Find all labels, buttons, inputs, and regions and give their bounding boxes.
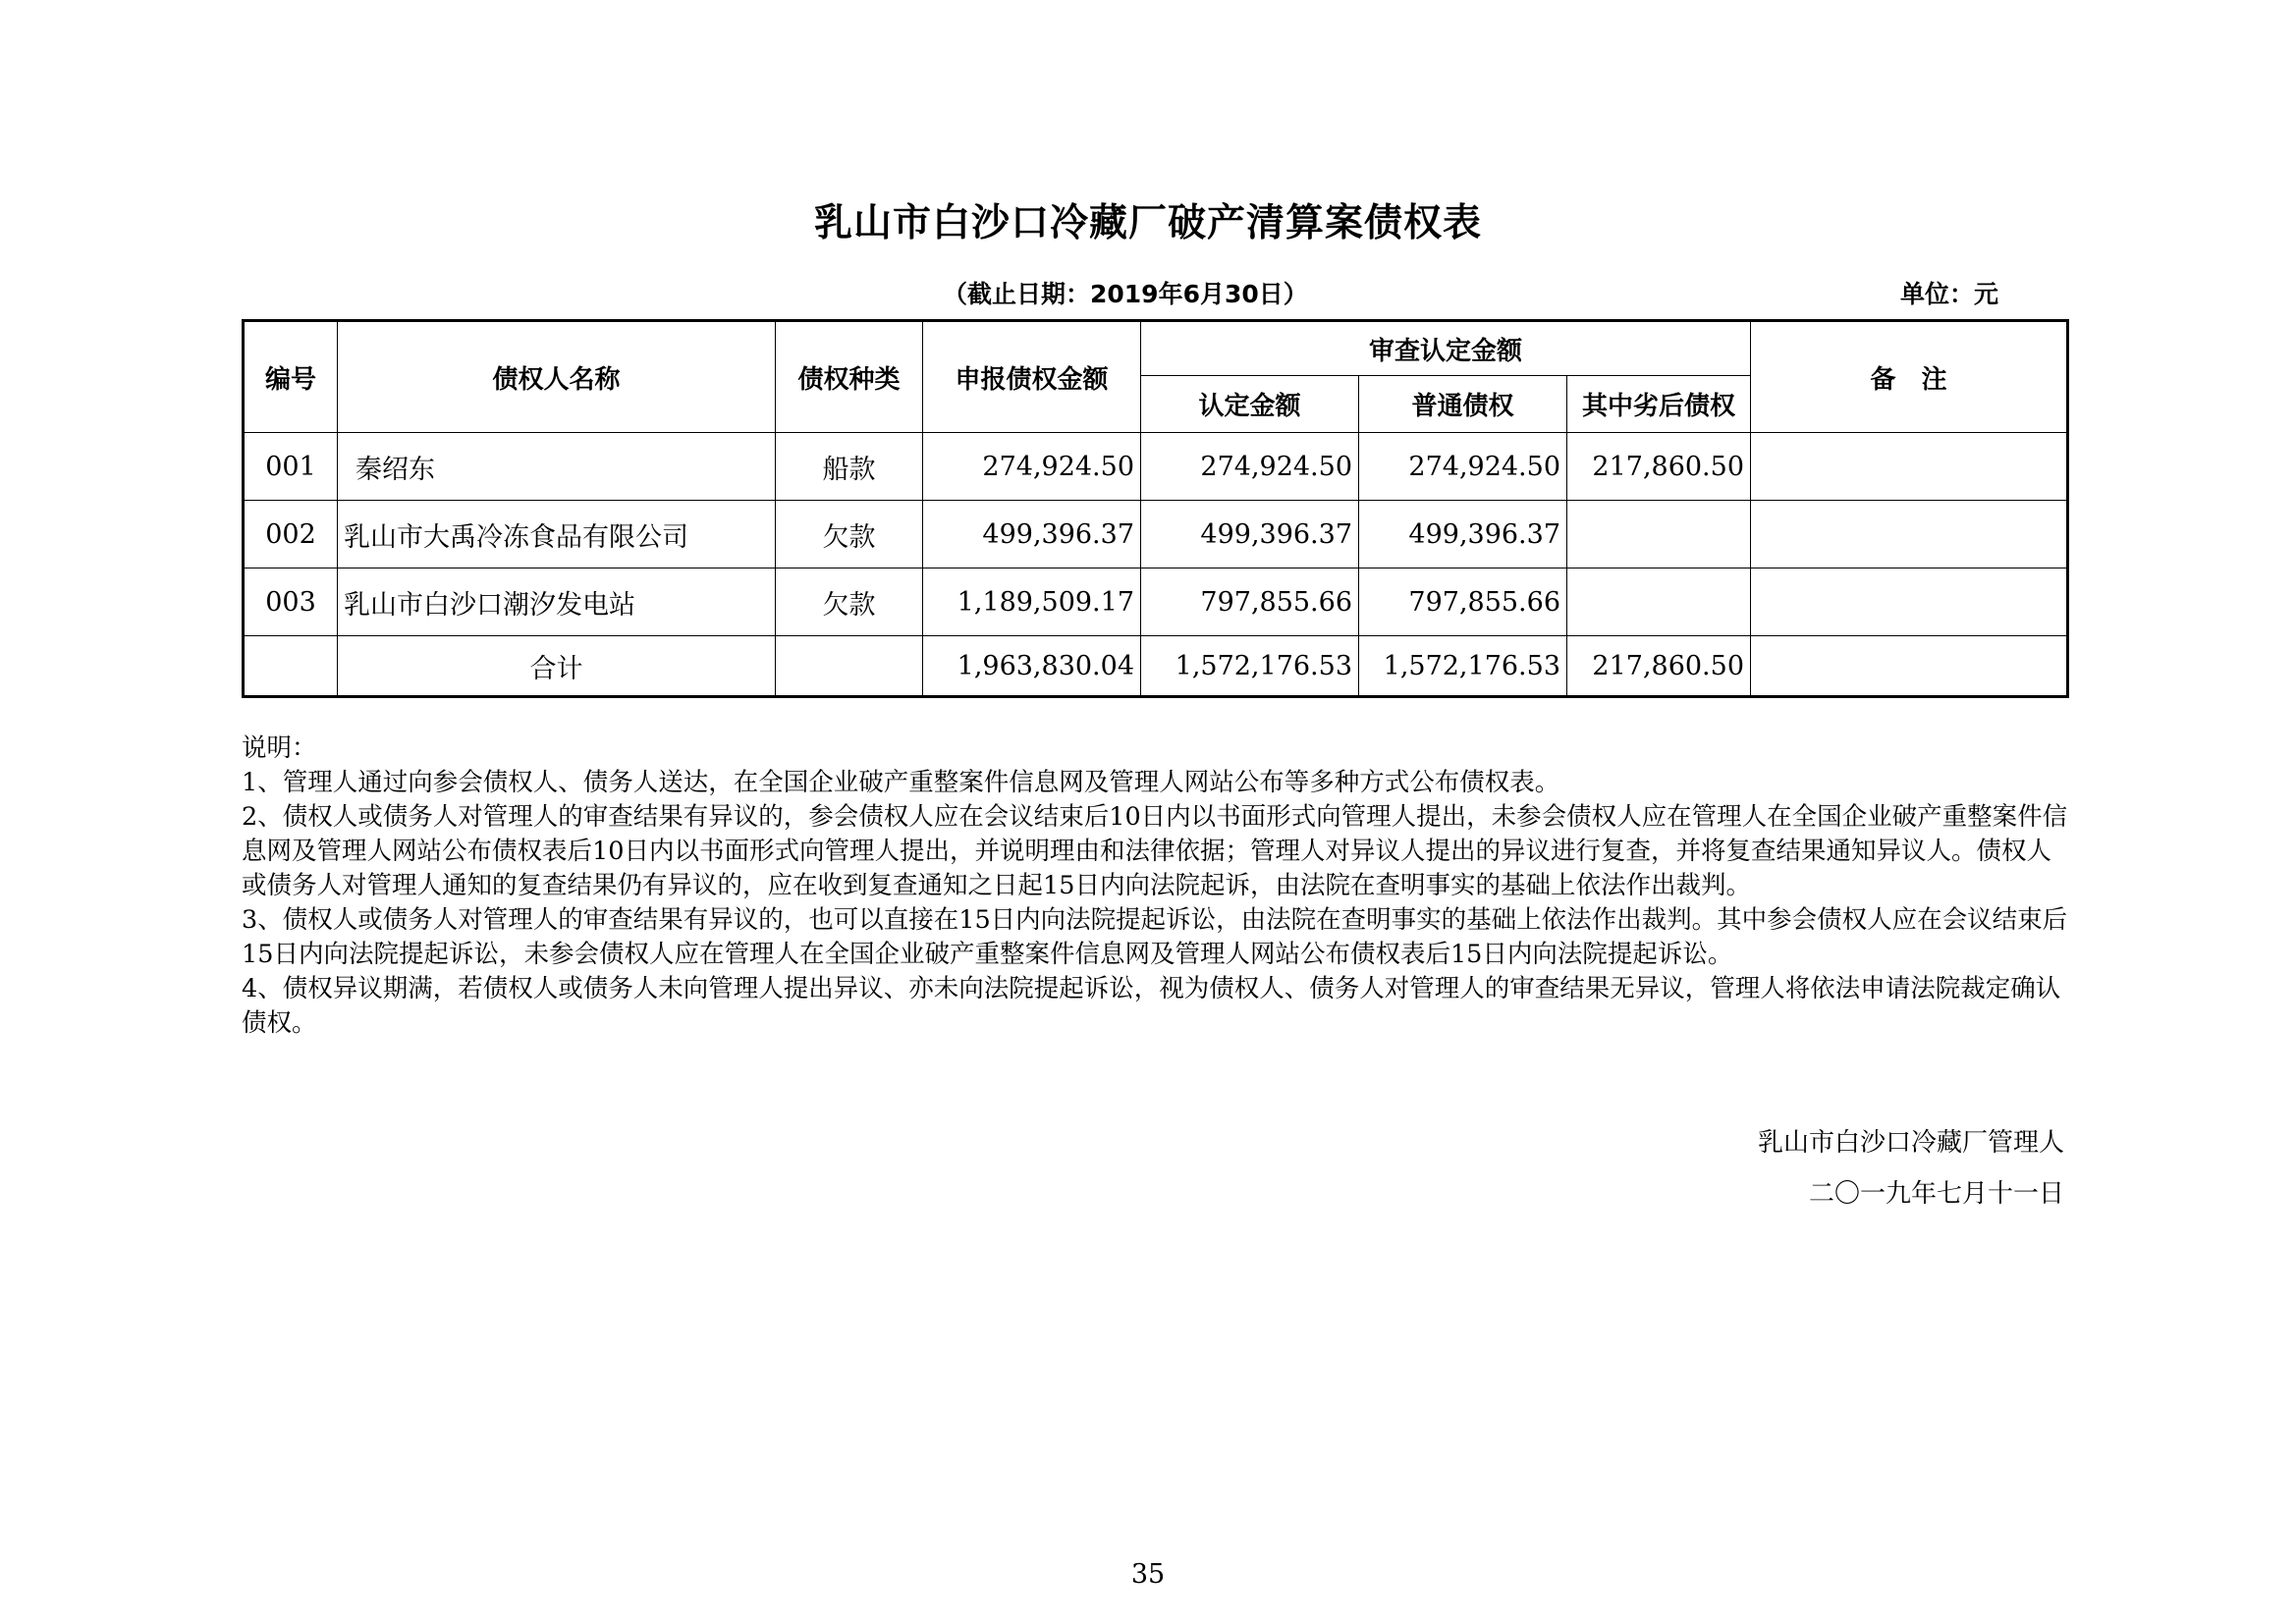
- cell-remarks: [1751, 433, 2068, 501]
- cell-ordinary-claim: 499,396.37: [1359, 501, 1567, 568]
- cell-number-empty: [244, 636, 338, 697]
- header-claim-type: 债权种类: [776, 321, 923, 433]
- cell-remarks: [1751, 568, 2068, 636]
- cell-claim-type: 欠款: [776, 501, 923, 568]
- cell-confirmed-amount: 274,924.50: [1141, 433, 1359, 501]
- header-review-group: 审查认定金额: [1141, 321, 1751, 376]
- currency-unit: 单位：元: [1900, 280, 1999, 308]
- notes-section: [242, 731, 2068, 1041]
- cell-confirmed-amount: 499,396.37: [1141, 501, 1359, 568]
- cell-creditor-name: 秦绍东: [338, 433, 776, 501]
- cell-ordinary-claim: 274,924.50: [1359, 433, 1567, 501]
- document-title: 乳山市白沙口冷藏厂破产清算案债权表: [813, 201, 1482, 245]
- total-confirmed-amount: 1,572,176.53: [1141, 636, 1359, 697]
- header-subordinated-claim: 其中劣后债权: [1567, 376, 1751, 433]
- cell-subordinated-claim: [1567, 568, 1751, 636]
- cell-creditor-name: 乳山市大禹冷冻食品有限公司: [338, 501, 776, 568]
- cell-creditor-name: 乳山市白沙口潮汐发电站: [338, 568, 776, 636]
- claims-table: [242, 319, 2069, 698]
- signature-date: 二〇一九年七月十一日: [1808, 1179, 2064, 1209]
- note-item: 2、债权人或债务人对管理人的审查结果有异议的，参会债权人应在会议结束后10日内以书面形式向管理人提出，未参会债权人应在管理人在全国企业破产重整案件信息网及管理人网站公布债权表后10日内以书面形式向管理人提出，并说明理由和法律依据；管理人对异议人提出的异议进行复查，并将复查结果通知异议人。债权人或债务人对管理人通知的复查结果仍有异议的，应在收到复查通知之日起15日内向法院起诉，由法院在查明事实的基础上依法作出裁判。: [242, 802, 2068, 900]
- cell-ordinary-claim: 797,855.66: [1359, 568, 1567, 636]
- signature-block: [1758, 1117, 2064, 1219]
- header-declared-amount: 申报债权金额: [923, 321, 1141, 433]
- cutoff-date: （截止日期：2019年6月30日）: [943, 280, 1308, 308]
- cell-confirmed-amount: 797,855.66: [1141, 568, 1359, 636]
- note-item: 4、债权异议期满，若债权人或债务人未向管理人提出异议、亦未向法院提起诉讼，视为债权人、债务人对管理人的审查结果无异议，管理人将依法申请法院裁定确认债权。: [242, 974, 2061, 1038]
- header-ordinary-claim: 普通债权: [1359, 376, 1567, 433]
- cell-remarks: [1751, 501, 2068, 568]
- cell-subordinated-claim: [1567, 501, 1751, 568]
- total-row: [244, 636, 2068, 697]
- table-row: [244, 433, 2068, 501]
- note-item: 1、管理人通过向参会债权人、债务人送达，在全国企业破产重整案件信息网及管理人网站公布等多种方式公布债权表。: [242, 768, 1560, 797]
- note-item: 3、债权人或债务人对管理人的审查结果有异议的，也可以直接在15日内向法院提起诉讼，由法院在查明事实的基础上依法作出裁判。其中参会债权人应在会议结束后15日内向法院提起诉讼，未参会债权人应在管理人在全国企业破产重整案件信息网及管理人网站公布债权表后15日内向法院提起诉讼。: [242, 905, 2068, 969]
- total-declared-amount: 1,963,830.04: [923, 636, 1141, 697]
- header-confirmed-amount: 认定金额: [1141, 376, 1359, 433]
- total-subordinated-claim: 217,860.50: [1567, 636, 1751, 697]
- cell-claim-type: 欠款: [776, 568, 923, 636]
- table-row: [244, 568, 2068, 636]
- cell-declared-amount: 274,924.50: [923, 433, 1141, 501]
- cell-subordinated-claim: 217,860.50: [1567, 433, 1751, 501]
- cell-claim-type-empty: [776, 636, 923, 697]
- cell-number: 003: [244, 568, 338, 636]
- total-label: 合计: [338, 636, 776, 697]
- cell-number: 001: [244, 433, 338, 501]
- page-number: 35: [1130, 1559, 1166, 1590]
- notes-heading: 说明：: [242, 733, 317, 763]
- signature-issuer: 乳山市白沙口冷藏厂管理人: [1757, 1128, 2064, 1158]
- header-number: 编号: [244, 321, 338, 433]
- header-remarks: 备 注: [1751, 321, 2068, 433]
- cell-declared-amount: 1,189,509.17: [923, 568, 1141, 636]
- table-row: [244, 501, 2068, 568]
- cell-declared-amount: 499,396.37: [923, 501, 1141, 568]
- header-creditor-name: 债权人名称: [338, 321, 776, 433]
- cell-remarks-empty: [1751, 636, 2068, 697]
- total-ordinary-claim: 1,572,176.53: [1359, 636, 1567, 697]
- cell-number: 002: [244, 501, 338, 568]
- cell-claim-type: 船款: [776, 433, 923, 501]
